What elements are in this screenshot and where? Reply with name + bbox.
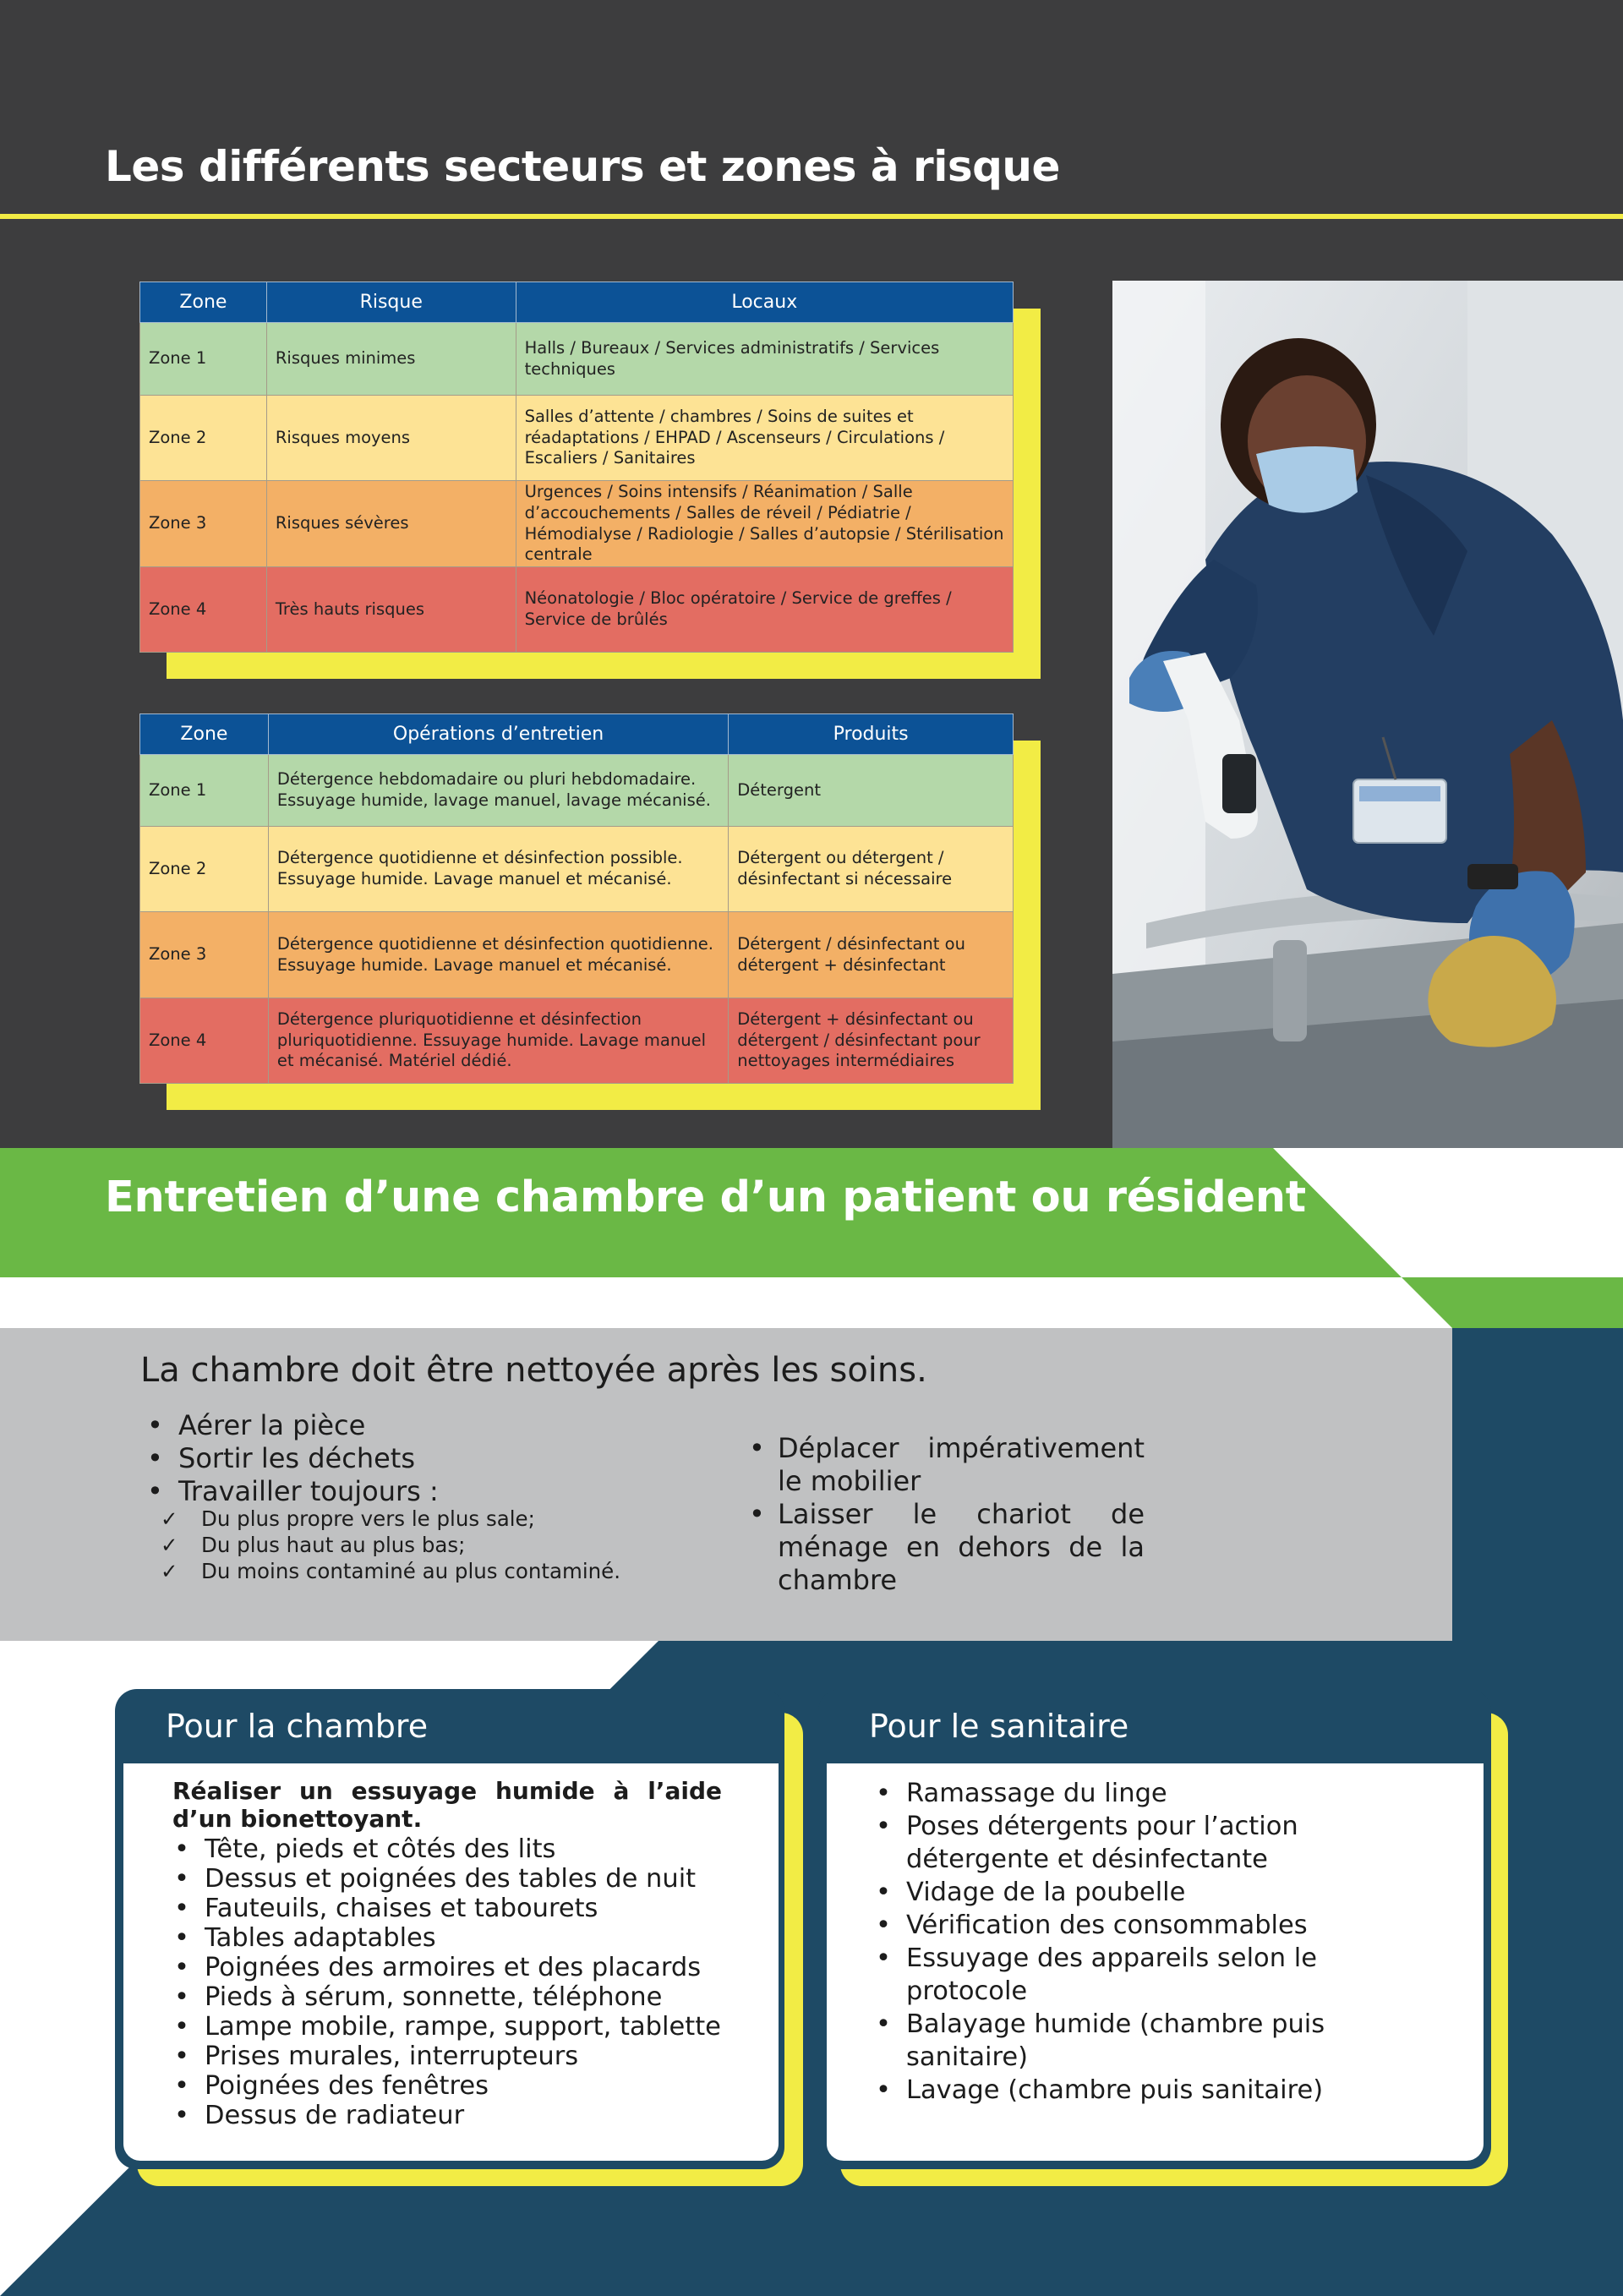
table2-header-operations: Opérations d’entretien <box>268 714 728 755</box>
table-cell: Zone 2 <box>140 396 267 481</box>
table-cell: Zone 2 <box>140 827 269 912</box>
list-item: • Sortir les déchets <box>140 1442 439 1475</box>
intro-right-list <box>747 1432 1145 1597</box>
table1-header-zone: Zone <box>140 282 267 323</box>
list-item: • Lampe mobile, rampe, support, tablette <box>172 2012 721 2042</box>
table-row <box>140 481 1014 567</box>
table-cell: Détergence pluriquotidienne et désinfection pluriquotidienne. Essuyage humide. Lavage manuel et mécanisé. Matériel dédié. <box>268 998 728 1084</box>
table-cell: Halls / Bureaux / Services administratifs / Services techniques <box>516 323 1013 396</box>
list-item: • Poses détergents pour l’action détergente et désinfectante <box>874 1810 1347 1876</box>
list-item: • Prises murales, interrupteurs <box>172 2042 721 2071</box>
list-item: • Lavage (chambre puis sanitaire) <box>874 2074 1347 2107</box>
list-item: • Tables adaptables <box>172 1923 721 1953</box>
table-cell: Risques sévères <box>266 481 516 567</box>
list-item: ✓ Du moins contaminé au plus contaminé. <box>161 1558 620 1584</box>
list-item: • Fauteuils, chaises et tabourets <box>172 1894 721 1923</box>
title-underline <box>0 214 1623 219</box>
table2-header-produits: Produits <box>729 714 1014 755</box>
list-item: • Dessus de radiateur <box>172 2101 721 2130</box>
table-cell: Détergent <box>729 755 1014 827</box>
list-item: • Ramassage du linge <box>874 1777 1347 1810</box>
list-item: ✓ Du plus propre vers le plus sale; <box>161 1506 620 1532</box>
table-cell: Urgences / Soins intensifs / Réanimation / Salle d’accouchements / Salles de réveil / Pédiatrie / Hémodialyse / Radiologie / Salles d’autopsie / Stérilisation centrale <box>516 481 1013 567</box>
intro-title: La chambre doit être nettoyée après les soins. <box>140 1351 927 1390</box>
table-cell: Détergence quotidienne et désinfection possible. Essuyage humide. Lavage manuel et mécanisé. <box>268 827 728 912</box>
table-cell: Salles d’attente / chambres / Soins de suites et réadaptations / EHPAD / Ascenseurs / Circulations / Escaliers / Sanitaires <box>516 396 1013 481</box>
table-cell: Détergent ou détergent / désinfectant si nécessaire <box>729 827 1014 912</box>
table-row <box>140 912 1014 998</box>
card-chambre-lead: Réaliser un essuyage humide à l’aide d’un bionettoyant. <box>172 1777 722 1833</box>
list-item: • Poignées des fenêtres <box>172 2071 721 2101</box>
table-cell: Détergence hebdomadaire ou pluri hebdomadaire. Essuyage humide, lavage manuel, lavage mécanisé. <box>268 755 728 827</box>
list-item: • Vidage de la poubelle <box>874 1876 1347 1909</box>
table2-header-zone: Zone <box>140 714 269 755</box>
cleaning-nurse-photo <box>1112 281 1623 1148</box>
table-cell: Risques minimes <box>266 323 516 396</box>
card-sanitaire-body <box>827 1763 1484 2161</box>
list-item: • Laisser le chariot de ménage en dehors de la chambre <box>747 1498 1145 1597</box>
table-row <box>140 827 1014 912</box>
list-item: ✓ Du plus haut au plus bas; <box>161 1532 620 1558</box>
list-item: • Vérification des consommables <box>874 1909 1347 1942</box>
table-cell: Détergent / désinfectant ou détergent + désinfectant <box>729 912 1014 998</box>
section-title-zones: Les différents secteurs et zones à risque <box>105 142 1060 191</box>
table-row <box>140 755 1014 827</box>
table-cell: Détergence quotidienne et désinfection quotidienne. Essuyage humide. Lavage manuel et mécanisé. <box>268 912 728 998</box>
table-cell: Néonatologie / Bloc opératoire / Service de greffes / Service de brûlés <box>516 567 1013 653</box>
list-item: • Essuyage des appareils selon le protocole <box>874 1942 1347 2008</box>
list-item: • Travailler toujours : <box>140 1475 439 1508</box>
table-cell: Zone 3 <box>140 912 269 998</box>
list-item: • Aérer la pièce <box>140 1409 439 1442</box>
intro-left-list <box>140 1409 439 1508</box>
table-cell: Risques moyens <box>266 396 516 481</box>
card-chambre-body <box>123 1763 779 2161</box>
section-title-room: Entretien d’une chambre d’un patient ou résident <box>105 1173 1306 1222</box>
table-row <box>140 323 1014 396</box>
card-sanitaire-title: Pour le sanitaire <box>869 1708 1129 1745</box>
table1-header-risque: Risque <box>266 282 516 323</box>
table-cell: Très hauts risques <box>266 567 516 653</box>
maintenance-operations-table <box>139 713 1014 1084</box>
table-cell: Zone 1 <box>140 755 269 827</box>
green-accent-corner <box>1402 1277 1623 1328</box>
table-cell: Détergent + désinfectant ou détergent / désinfectant pour nettoyages intermédiaires <box>729 998 1014 1084</box>
table-row <box>140 396 1014 481</box>
card-chambre-list <box>172 1834 721 2130</box>
card-chambre-title: Pour la chambre <box>166 1708 429 1745</box>
zones-risk-table <box>139 282 1014 653</box>
table-cell: Zone 4 <box>140 998 269 1084</box>
list-item: • Pieds à sérum, sonnette, téléphone <box>172 1982 721 2012</box>
table-row <box>140 998 1014 1084</box>
list-item: • Tête, pieds et côtés des lits <box>172 1834 721 1864</box>
table-row <box>140 567 1014 653</box>
list-item: • Dessus et poignées des tables de nuit <box>172 1864 721 1894</box>
list-item: • Déplacer impérativement le mobilier <box>747 1432 1145 1498</box>
list-item: • Poignées des armoires et des placards <box>172 1953 721 1982</box>
list-item: • Balayage humide (chambre puis sanitaire) <box>874 2008 1347 2074</box>
table-cell: Zone 1 <box>140 323 267 396</box>
table-cell: Zone 3 <box>140 481 267 567</box>
card-sanitaire-list <box>874 1777 1347 2107</box>
table1-header-locaux: Locaux <box>516 282 1013 323</box>
intro-check-list <box>161 1506 620 1584</box>
table-cell: Zone 4 <box>140 567 267 653</box>
